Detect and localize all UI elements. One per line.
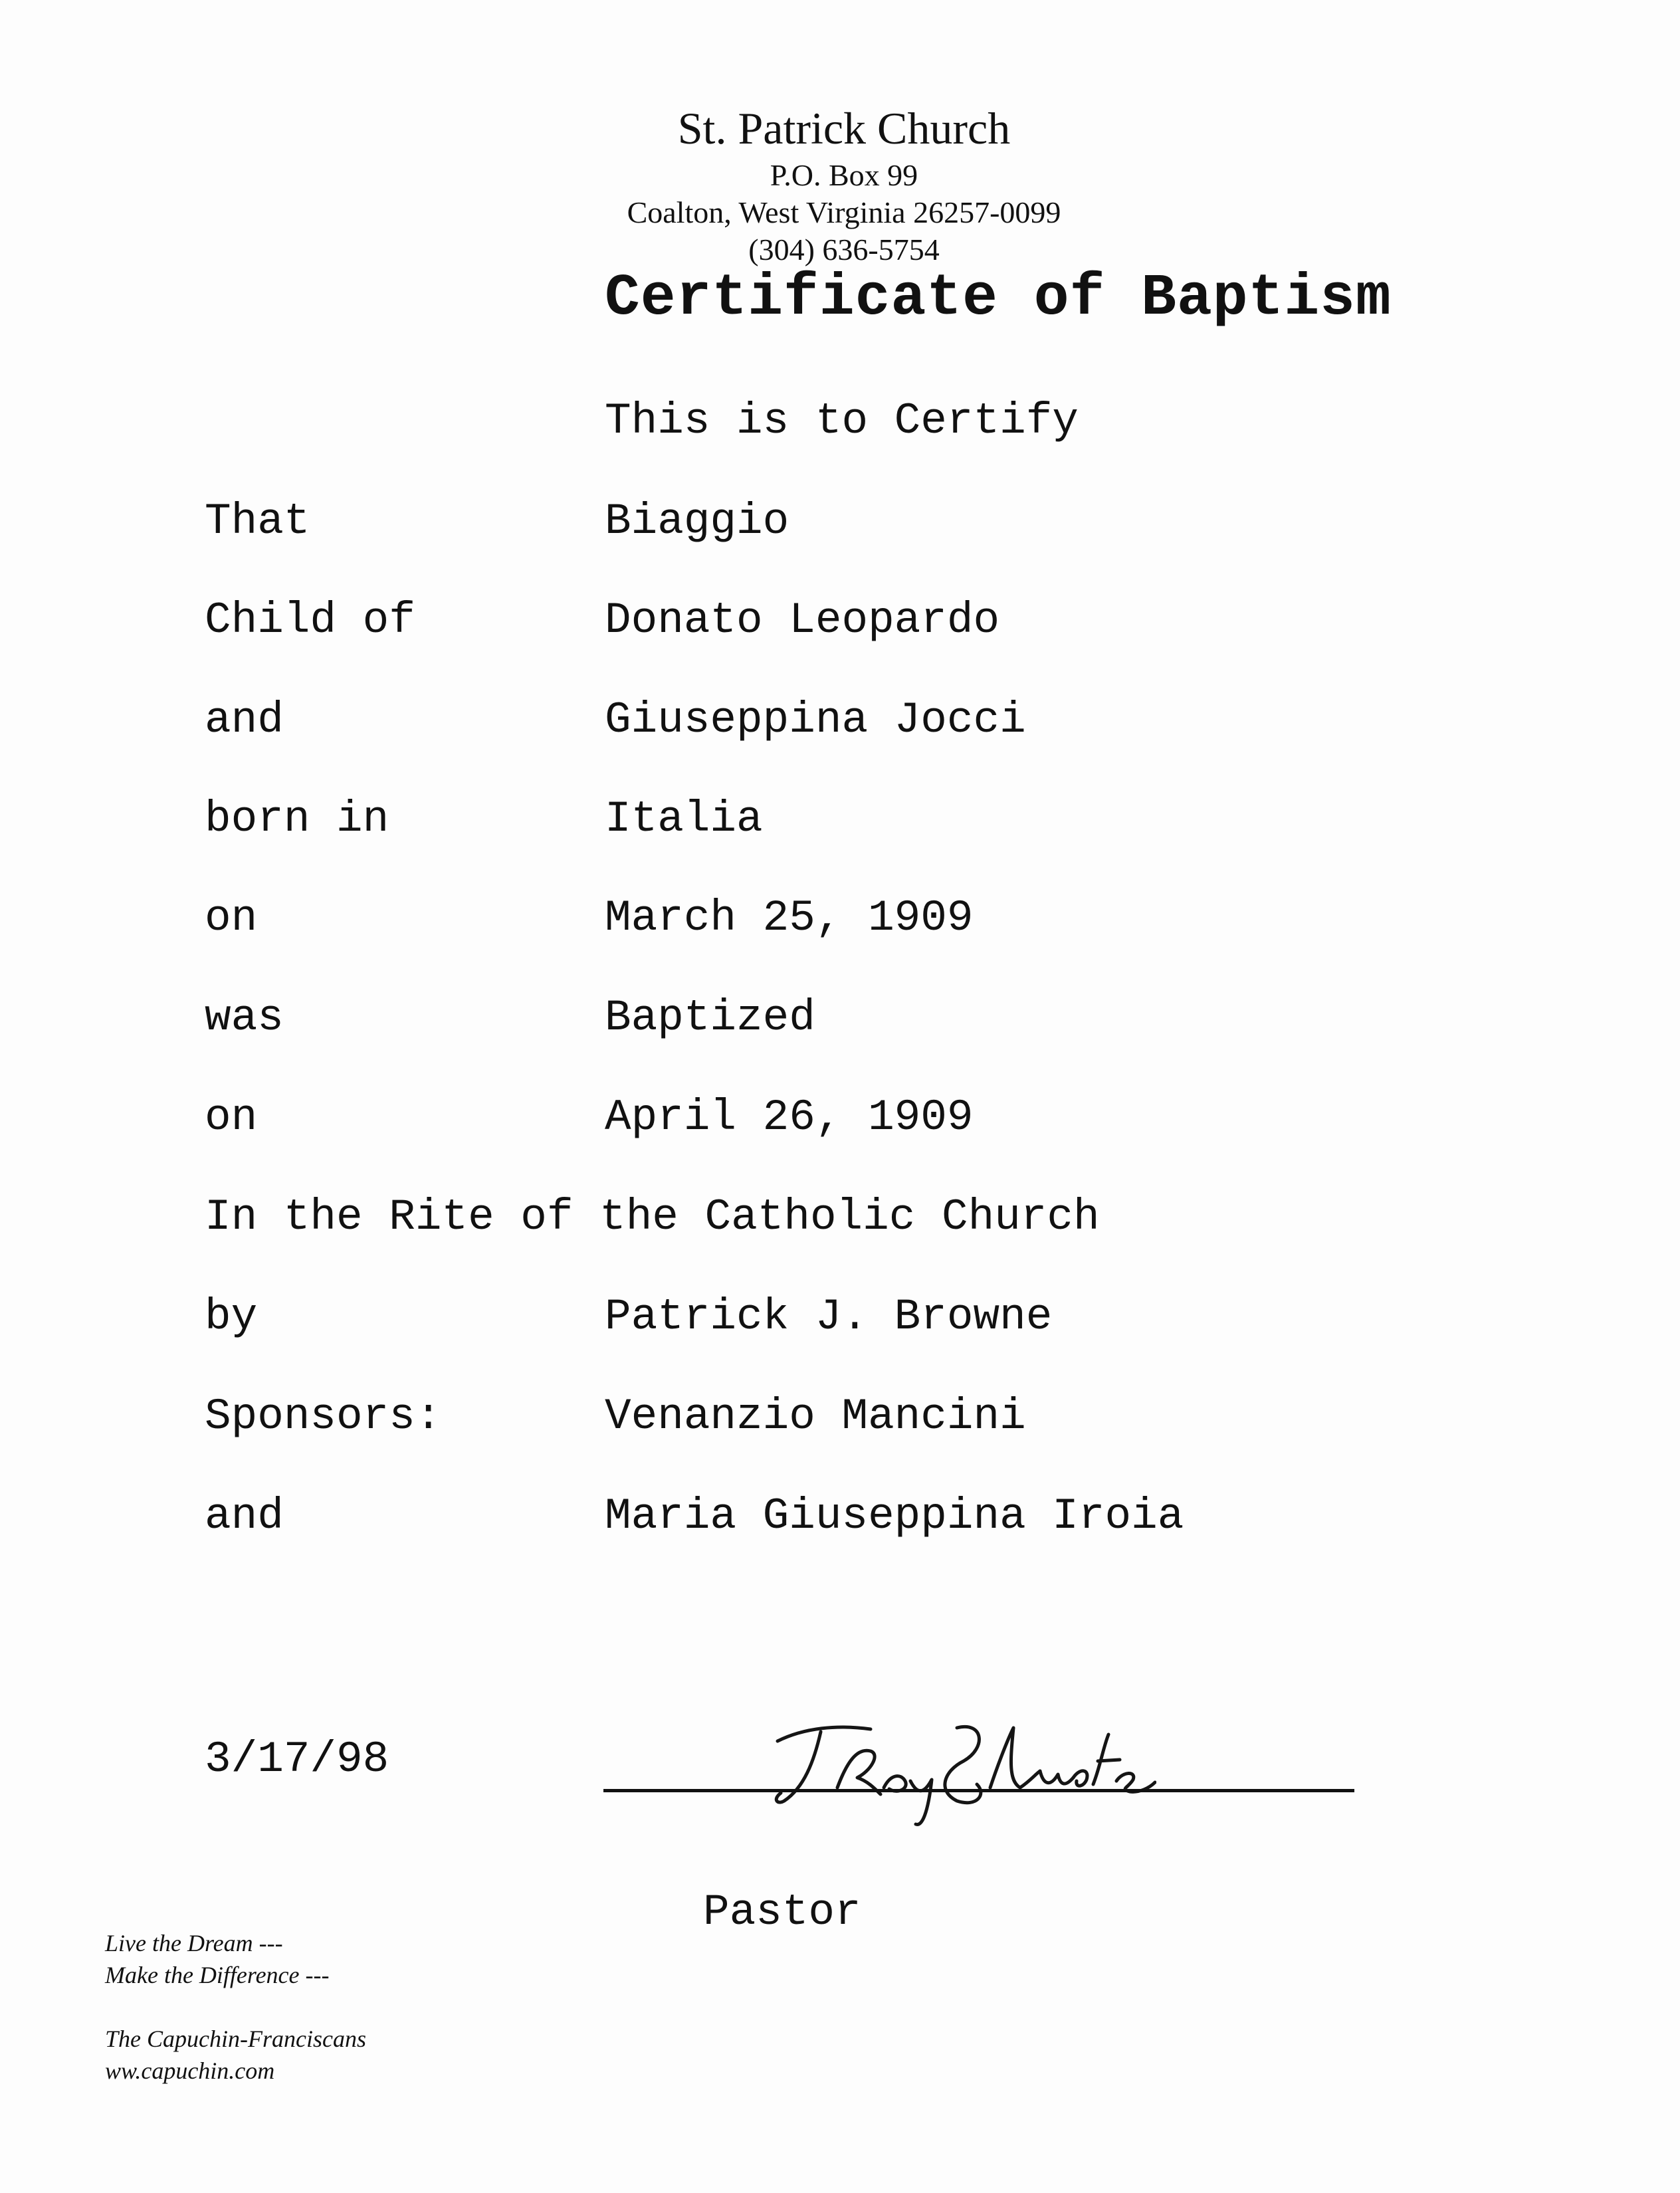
footer-line-dream: Live the Dream --- (105, 1930, 283, 1956)
pastor-title: Pastor (703, 1887, 861, 1937)
field-value: Maria Giuseppina Iroia (605, 1491, 1184, 1541)
city-line: Coalton, West Virginia 26257-0099 (627, 195, 1061, 229)
footer-spacer (105, 1991, 366, 2023)
field-value: Venanzio Mancini (605, 1392, 1026, 1441)
field-label: on (205, 1093, 258, 1142)
po-box: P.O. Box 99 (770, 158, 918, 192)
church-name: St. Patrick Church (677, 103, 1011, 154)
pastor-signature (758, 1688, 1156, 1834)
field-value: Giuseppina Jocci (605, 695, 1026, 745)
field-label: born in (205, 794, 389, 844)
field-label: Child of (205, 595, 415, 645)
field-label: That (205, 496, 310, 546)
field-label: was (205, 993, 284, 1043)
field-label: and (205, 695, 284, 745)
certify-intro: This is to Certify (605, 396, 1079, 446)
field-label: on (205, 893, 258, 943)
footer-motto (105, 1927, 366, 2087)
signature-line (603, 1789, 1354, 1792)
rite-line: In the Rite of the Catholic Church (205, 1192, 1100, 1242)
church-header (585, 100, 1103, 268)
field-value: Biaggio (605, 496, 789, 546)
field-label: by (205, 1292, 258, 1342)
field-value: Donato Leopardo (605, 595, 1000, 645)
field-value: Patrick J. Browne (605, 1292, 1053, 1342)
issue-date: 3/17/98 (205, 1734, 389, 1784)
certificate-title: Certificate of Baptism (605, 266, 1392, 332)
phone-number: (304) 636-5754 (748, 233, 940, 266)
footer-line-website: ww.capuchin.com (105, 2057, 275, 2084)
field-label: Sponsors: (205, 1392, 442, 1441)
footer-line-order: The Capuchin-Franciscans (105, 2026, 366, 2052)
field-value: March 25, 1909 (605, 893, 974, 943)
field-label: and (205, 1491, 284, 1541)
field-value: Baptized (605, 993, 815, 1043)
footer-line-difference: Make the Difference --- (105, 1962, 330, 1988)
field-value: Italia (605, 794, 763, 844)
field-value: April 26, 1909 (605, 1093, 974, 1142)
